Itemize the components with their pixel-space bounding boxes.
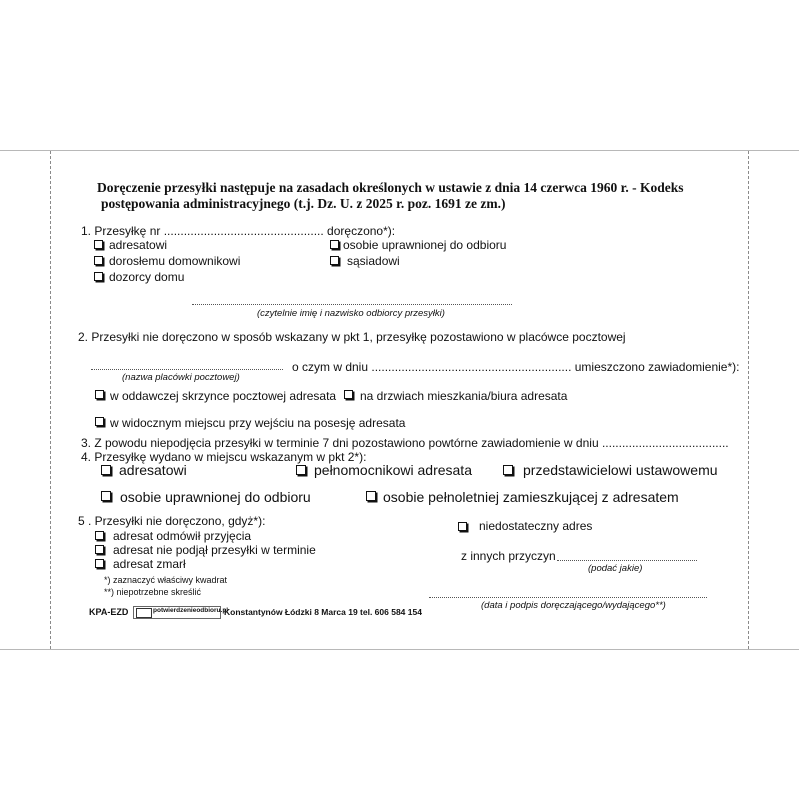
checkbox-s2-widoczne[interactable] bbox=[95, 417, 104, 426]
checkbox-s4-pelnoletniej[interactable] bbox=[366, 491, 376, 501]
s3-text: 3. Z powodu niepodjęcia przesyłki w terminie 7 dni pozostawiono powtórne zawiadomienie w dniu ...................................... bbox=[81, 436, 729, 450]
checkbox-s1-sasiadowi[interactable] bbox=[330, 256, 339, 265]
checkbox-s5-zmarl[interactable] bbox=[95, 559, 104, 568]
s4-opt-przedstawicielowi: przedstawicielowi ustawowemu bbox=[523, 462, 718, 478]
checkbox-s5-odmowil[interactable] bbox=[95, 531, 104, 540]
s2-lead: 2. Przesyłki nie doręczono w sposób wskazany w pkt 1, przesyłkę pozostawiono w placówce pocztowej bbox=[78, 330, 626, 344]
form-code: KPA-EZD bbox=[89, 607, 129, 617]
s4-lead: 4. Przesyłkę wydano w miejscu wskazanym w pkt 2*): bbox=[81, 450, 367, 464]
form-card bbox=[0, 150, 799, 650]
s2-mid: o czym w dniu ............................................................ umieszczono zawiadomienie*): bbox=[292, 360, 740, 374]
s2-opt-drzwi: na drzwiach mieszkania/biura adresata bbox=[360, 389, 568, 403]
header-line-1: Doręczenie przesyłki następuje na zasadach określonych w ustawie z dnia 14 czerwca 1960 r. - Kodeks bbox=[97, 180, 684, 195]
s5-inne-caption: (podać jakie) bbox=[588, 563, 643, 574]
s4-opt-pelnomocnikowi: pełnomocnikowi adresata bbox=[314, 462, 472, 478]
courier-signature-line[interactable] bbox=[429, 597, 707, 598]
checkbox-s2-drzwi[interactable] bbox=[344, 390, 353, 399]
checkbox-s2-skrzynka[interactable] bbox=[95, 390, 104, 399]
s1-opt-adresatowi: adresatowi bbox=[109, 238, 168, 252]
header-line-2: postępowania administracyjnego (t.j. Dz. U. z 2025 r. poz. 1691 ze zm.) bbox=[101, 196, 506, 211]
s5-inne-label: z innych przyczyn bbox=[461, 549, 556, 563]
checkbox-s5-niedostateczny[interactable] bbox=[458, 522, 467, 531]
inne-przyczyny-line[interactable] bbox=[557, 560, 697, 561]
right-perforation bbox=[748, 151, 749, 649]
s5-opt-odmowil: adresat odmówił przyjęcia bbox=[113, 529, 252, 543]
checkbox-s1-adresatowi[interactable] bbox=[94, 240, 103, 249]
logo bbox=[133, 606, 229, 619]
s5-opt-zmarl: adresat zmarł bbox=[113, 557, 186, 571]
recipient-signature-line[interactable] bbox=[192, 304, 512, 305]
s1-opt-sasiadowi: sąsiadowi bbox=[347, 254, 400, 268]
note-2: **) niepotrzebne skreślić bbox=[104, 587, 202, 597]
s1-signature-caption: (czytelnie imię i nazwisko odbiorcy przesyłki) bbox=[257, 308, 445, 319]
placowka-line[interactable] bbox=[91, 369, 283, 370]
logo-icon bbox=[136, 608, 152, 618]
footer-address: Konstantynów Łódzki 8 Marca 19 tel. 606 584 154 bbox=[224, 607, 422, 617]
logo-text: potwierdzenieodbioru.pl bbox=[153, 607, 229, 614]
checkbox-s4-adresatowi[interactable] bbox=[101, 465, 111, 475]
checkbox-s4-osobie-uprawnionej[interactable] bbox=[101, 491, 111, 501]
checkbox-s1-dozorcy[interactable] bbox=[94, 272, 103, 281]
checkbox-s4-pelnomocnikowi[interactable] bbox=[296, 465, 306, 475]
s5-opt-niedostateczny: niedostateczny adres bbox=[479, 519, 593, 533]
s5-lead: 5 . Przesyłki nie doręczono, gdyż*): bbox=[78, 514, 266, 528]
s1-opt-doroslemu: dorosłemu domownikowi bbox=[109, 254, 241, 268]
s2-opt-widoczne: w widocznym miejscu przy wejściu na posesję adresata bbox=[110, 416, 406, 430]
checkbox-s1-osobie-uprawnionej[interactable] bbox=[330, 240, 339, 249]
checkbox-s1-doroslemu[interactable] bbox=[94, 256, 103, 265]
checkbox-s4-przedstawicielowi[interactable] bbox=[503, 465, 513, 475]
s4-opt-adresatowi: adresatowi bbox=[119, 462, 187, 478]
s2-opt-skrzynka: w oddawczej skrzynce pocztowej adresata bbox=[110, 389, 337, 403]
s2-placowka-caption: (nazwa placówki pocztowej) bbox=[122, 372, 240, 383]
s1-opt-dozorcy: dozorcy domu bbox=[109, 270, 185, 284]
s1-opt-osobie: osobie uprawnionej do odbioru bbox=[343, 238, 507, 252]
s4-opt-osobie: osobie uprawnionej do odbioru bbox=[120, 489, 311, 505]
note-1: *) zaznaczyć właściwy kwadrat bbox=[104, 575, 228, 585]
s1-lead: 1. Przesyłkę nr ................................................ doręczono*): bbox=[81, 224, 396, 238]
s4-opt-pelnoletniej: osobie pełnoletniej zamieszkującej z adresatem bbox=[383, 489, 679, 505]
courier-signature-caption: (data i podpis doręczającego/wydającego**) bbox=[481, 600, 666, 611]
checkbox-s5-nie-podjal[interactable] bbox=[95, 545, 104, 554]
left-perforation bbox=[50, 151, 51, 649]
s5-opt-nie-podjal: adresat nie podjął przesyłki w terminie bbox=[113, 543, 316, 557]
